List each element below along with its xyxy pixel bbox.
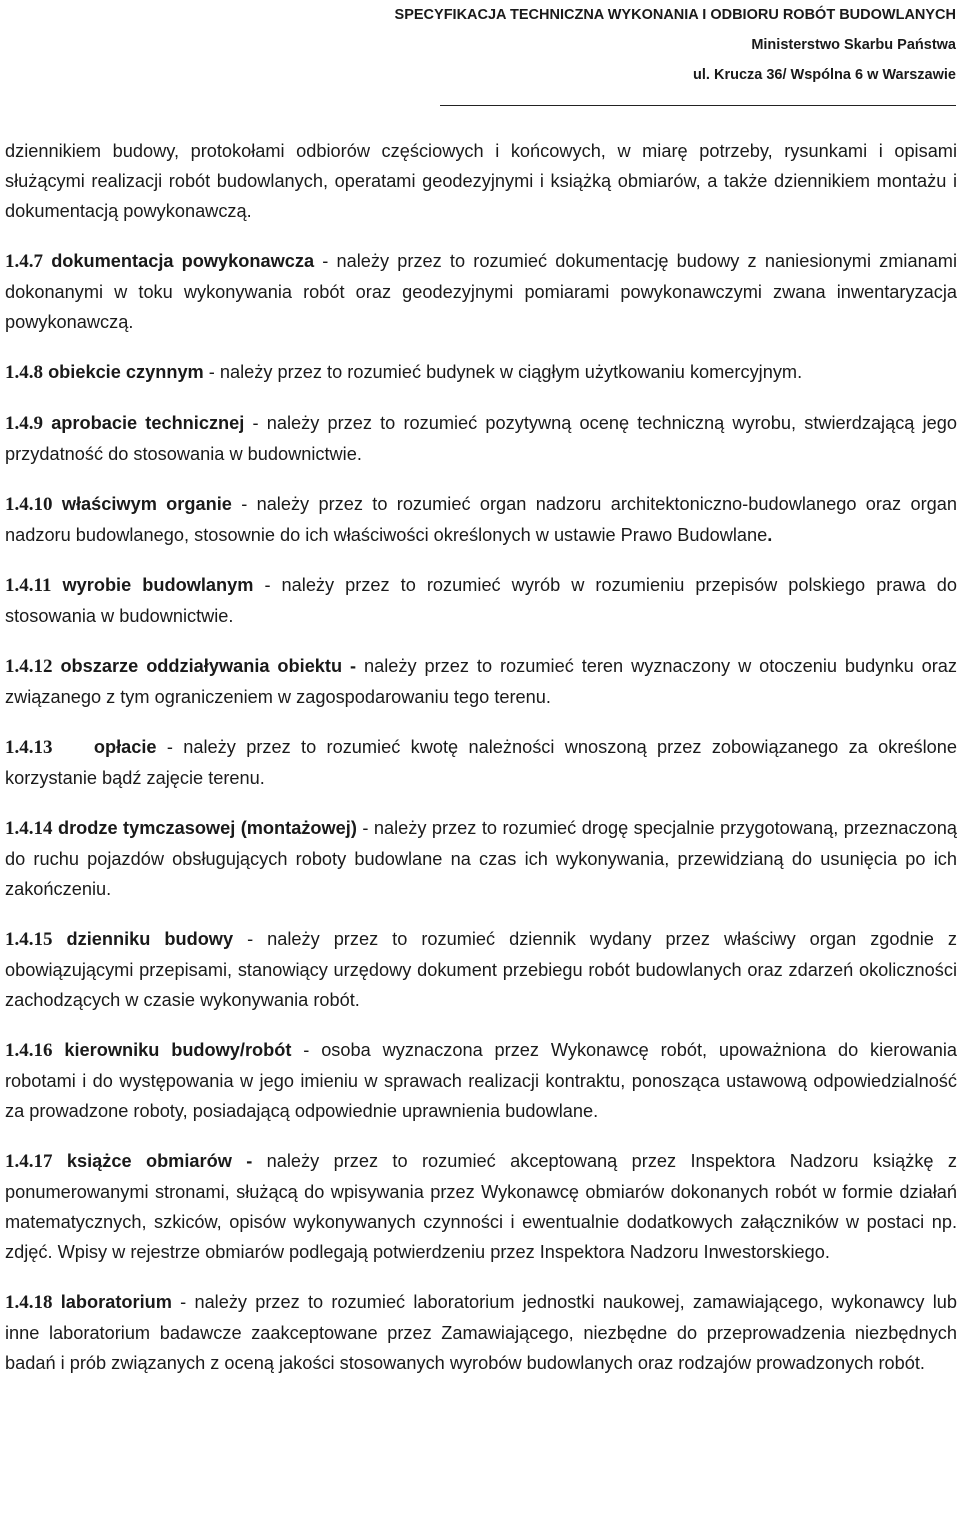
definition-term: książce obmiarów - [66,1151,253,1171]
definition-1-4-15 [5,924,957,1015]
definition-text: - należy przez to rozumieć dokumentację budowy z naniesionymi zmianami dokonanymi w toku wykonywania robót oraz geodezyjnymi pomiarami powykonawczymi zwana inwentaryzacja powykonawczą. [5,251,957,332]
definition-number: 1.4.7 [5,251,43,272]
definition-text: - należy przez to rozumieć budynek w ciągłym użytkowaniu komercyjnym. [203,362,803,382]
document-body [5,136,957,1378]
definition-number: 1.4.14 [5,818,53,839]
definition-1-4-11 [5,570,957,631]
definition-number: 1.4.18 [5,1292,53,1313]
definition-term: obszarze oddziaływania obiektu - [60,656,357,676]
intro-paragraph: dziennikiem budowy, protokołami odbiorów częściowych i końcowych, w miarę potrzeby, rysunkami i opisami służącymi realizacji robót budowlanych, operatami geodezyjnymi i książką obmiarów, a także dziennikiem montażu i dokumentacją powykonawczą. [5,141,957,221]
definition-number: 1.4.17 [5,1151,53,1172]
definition-text: - należy przez to rozumieć wyrób w rozumieniu przepisów polskiego prawa do stosowania w budownictwie. [5,575,957,626]
definition-text: - osoba wyznaczona przez Wykonawcę robót, upoważniona do kierowania robotami i do występowania w jego imieniu w sprawach realizacji kontraktu, ponosząca ustawową odpowiedzialność za prowadzone roboty, posiadającą odpowiednie uprawnienia budowlane. [5,1040,957,1121]
definition-term: aprobacie technicznej [51,413,245,433]
definition-text: - należy przez to rozumieć dziennik wydany przez właściwy organ zgodnie z obowiązującymi przepisami, stanowiący urzędowy dokument przebiegu robót budowlanych oraz zdarzeń okoliczności zachodzących w czasie wykonywania robót. [5,929,957,1010]
definition-number: 1.4.13 [5,737,53,758]
definition-text: należy przez to rozumieć akceptowaną przez Inspektora Nadzoru książkę z ponumerowanymi stronami, służącą do wpisywania przez Wykonawcę obmiarów dokonanych robót w formie działań matematycznych, szkiców, opisów wykonywanych czynności i ewentualnie dodatkowych załączników w postaci np. zdjęć. Wpisy w rejestrze obmiarów podlegają potwierdzeniu przez Inspektora Nadzoru Inwestorskiego. [5,1151,957,1262]
definition-tail: . [767,525,773,545]
definition-text: - należy przez to rozumieć drogę specjalnie przygotowaną, przeznaczoną do ruchu pojazdów obsługujących roboty budowlane na czas ich wykonywania, przewidzianą do usunięcia po ich zakończeniu. [5,818,957,899]
definition-1-4-10 [5,489,957,550]
definition-1-4-7 [5,246,957,337]
definition-number: 1.4.9 [5,413,43,434]
definition-term: wyrobie budowlanym [62,575,254,595]
definition-1-4-17 [5,1146,957,1267]
definition-term: dzienniku budowy [66,929,234,949]
definition-text: należy przez to rozumieć teren wyznaczony w otoczeniu budynku oraz związanego z tym ograniczeniem w zagospodarowaniu tego terenu. [5,656,957,707]
definition-1-4-16 [5,1035,957,1126]
definition-number: 1.4.12 [5,656,53,677]
definition-text: - należy przez to rozumieć organ nadzoru architektoniczno-budowlanego oraz organ nadzoru budowlanego, stosownie do ich właściwości określonych w ustawie Prawo Budowlane [5,494,957,545]
definition-number: 1.4.15 [5,929,53,950]
definition-term: kierowniku budowy/robót [64,1040,292,1060]
definition-text: - należy przez to rozumieć laboratorium jednostki naukowej, zamawiającego, wykonawcy lub inne laboratorium badawcze zaakceptowane przez Zamawiającego, niezbędne do przeprowadzenia niezbędnych badań i prób związanych z oceną jakości stosowanych wyrobów budowlanych oraz rodzajów prowadzonych robót. [5,1292,958,1373]
definition-1-4-13 [5,732,957,793]
definition-term: dokumentacja powykonawcza [51,251,315,271]
definition-1-4-18 [5,1287,957,1378]
definition-1-4-9 [5,408,957,469]
definition-1-4-8 [5,357,957,388]
header-institution: Ministerstwo Skarbu Państwa [751,37,956,53]
definition-text: - należy przez to rozumieć kwotę należności wnoszoną przez zobowiązanego za określone korzystanie bądź zajęcie terenu. [5,737,957,788]
definition-number: 1.4.8 [5,362,43,383]
definition-term: właściwym organie [61,494,232,514]
definition-number: 1.4.10 [5,494,53,515]
page-header [356,0,956,90]
definition-number: 1.4.16 [5,1040,53,1061]
definition-1-4-12 [5,651,957,712]
definition-number: 1.4.11 [5,575,52,596]
header-address: ul. Krucza 36/ Wspólna 6 w Warszawie [693,67,956,83]
definition-text: - należy przez to rozumieć pozytywną ocenę techniczną wyrobu, stwierdzającą jego przydatność do stosowania w budownictwie. [5,413,957,464]
header-rule [440,105,956,106]
definition-term: opłacie [93,737,157,757]
definition-term: laboratorium [60,1292,172,1312]
header-title: SPECYFIKACJA TECHNICZNA WYKONANIA I ODBIORU ROBÓT BUDOWLANYCH [394,7,956,23]
definition-1-4-14 [5,813,957,904]
definition-term: obiekcie czynnym [48,362,204,382]
definition-term: drodze tymczasowej (montażowej) [57,818,357,838]
